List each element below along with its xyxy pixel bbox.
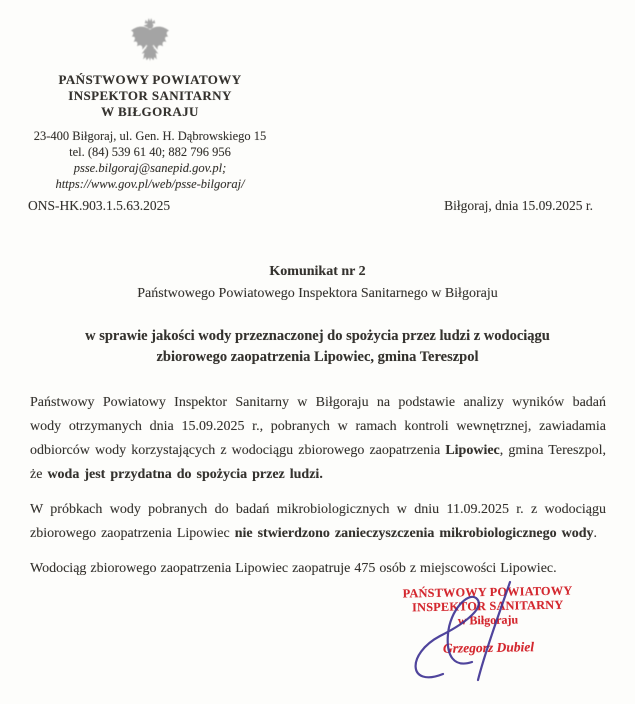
communique-heading: Komunikat nr 2 xyxy=(269,264,366,279)
phone-line: tel. (84) 539 61 40; 882 796 956 xyxy=(69,145,231,159)
case-number: ONS-HK.903.1.5.63.2025 xyxy=(28,198,171,213)
address-line: 23-400 Biłgoraj, ul. Gen. H. Dąbrowskiego 15 xyxy=(33,129,267,143)
communique-subject xyxy=(0,326,635,368)
stamp-line-3: w Biłgoraju xyxy=(457,612,519,628)
letterhead xyxy=(0,16,300,192)
website-line: https://www.gov.pl/web/psse-bilgoraj/ xyxy=(55,177,245,191)
subject-line-1: w sprawie jakości wody przeznaczonej do spożycia przez ludzi z wodociągu xyxy=(85,328,550,344)
official-stamp xyxy=(399,584,576,657)
title-block xyxy=(0,263,635,368)
paragraph-water-quality: Państwowy Powiatowy Inspektor Sanitarny w Biłgoraju na podstawie analizy wyników badań wody otrzymanych dnia 15.09.2025 r., pobranych w ramach kontroli wewnętrznej, zawiadamia odbiorców wody korzystających z wodociągu zbiorowego zaopatrzenia Lipowiec, gmina Tereszpol, że woda jest przydatna do spożycia przez ludzi. xyxy=(30,395,606,482)
letter-body xyxy=(30,391,606,592)
communique-subheading: Państwowego Powiatowego Inspektora Sanitarnego w Biłgoraju xyxy=(137,286,498,301)
subject-line-2: zbiorowego zaopatrzenia Lipowiec, gmina Tereszpol xyxy=(156,349,479,365)
signer-name: Grzegorz Dubiel xyxy=(442,639,535,656)
reference-row xyxy=(28,198,593,214)
polish-eagle-emblem-icon xyxy=(128,16,172,68)
email-line: psse.bilgoraj@sanepid.gov.pl; xyxy=(73,161,227,175)
paragraph-population: Wodociąg zbiorowego zaopatrzenia Lipowiec zaopatruje 475 osób z miejscowości Lipowiec. xyxy=(30,561,557,576)
address-block xyxy=(0,128,300,192)
paragraph-microbiology: W próbkach wody pobranych do badań mikrobiologicznych w dniu 11.09.2025 r. z wodociągu zbiorowego zaopatrzenia Lipowiec nie stwierdzono zanieczyszczenia mikrobiologicznego wody. xyxy=(30,502,606,541)
org-name-line-1: PAŃSTWOWY POWIATOWY xyxy=(58,72,242,87)
stamp-line-2: INSPEKTOR SANITARNY xyxy=(411,597,564,614)
org-name-line-3: W BIŁGORAJU xyxy=(101,104,199,119)
stamp-line-1: PAŃSTWOWY POWIATOWY xyxy=(402,583,573,601)
place-and-date: Biłgoraj, dnia 15.09.2025 r. xyxy=(444,198,593,213)
org-name-line-2: INSPEKTOR SANITARNY xyxy=(68,88,232,103)
